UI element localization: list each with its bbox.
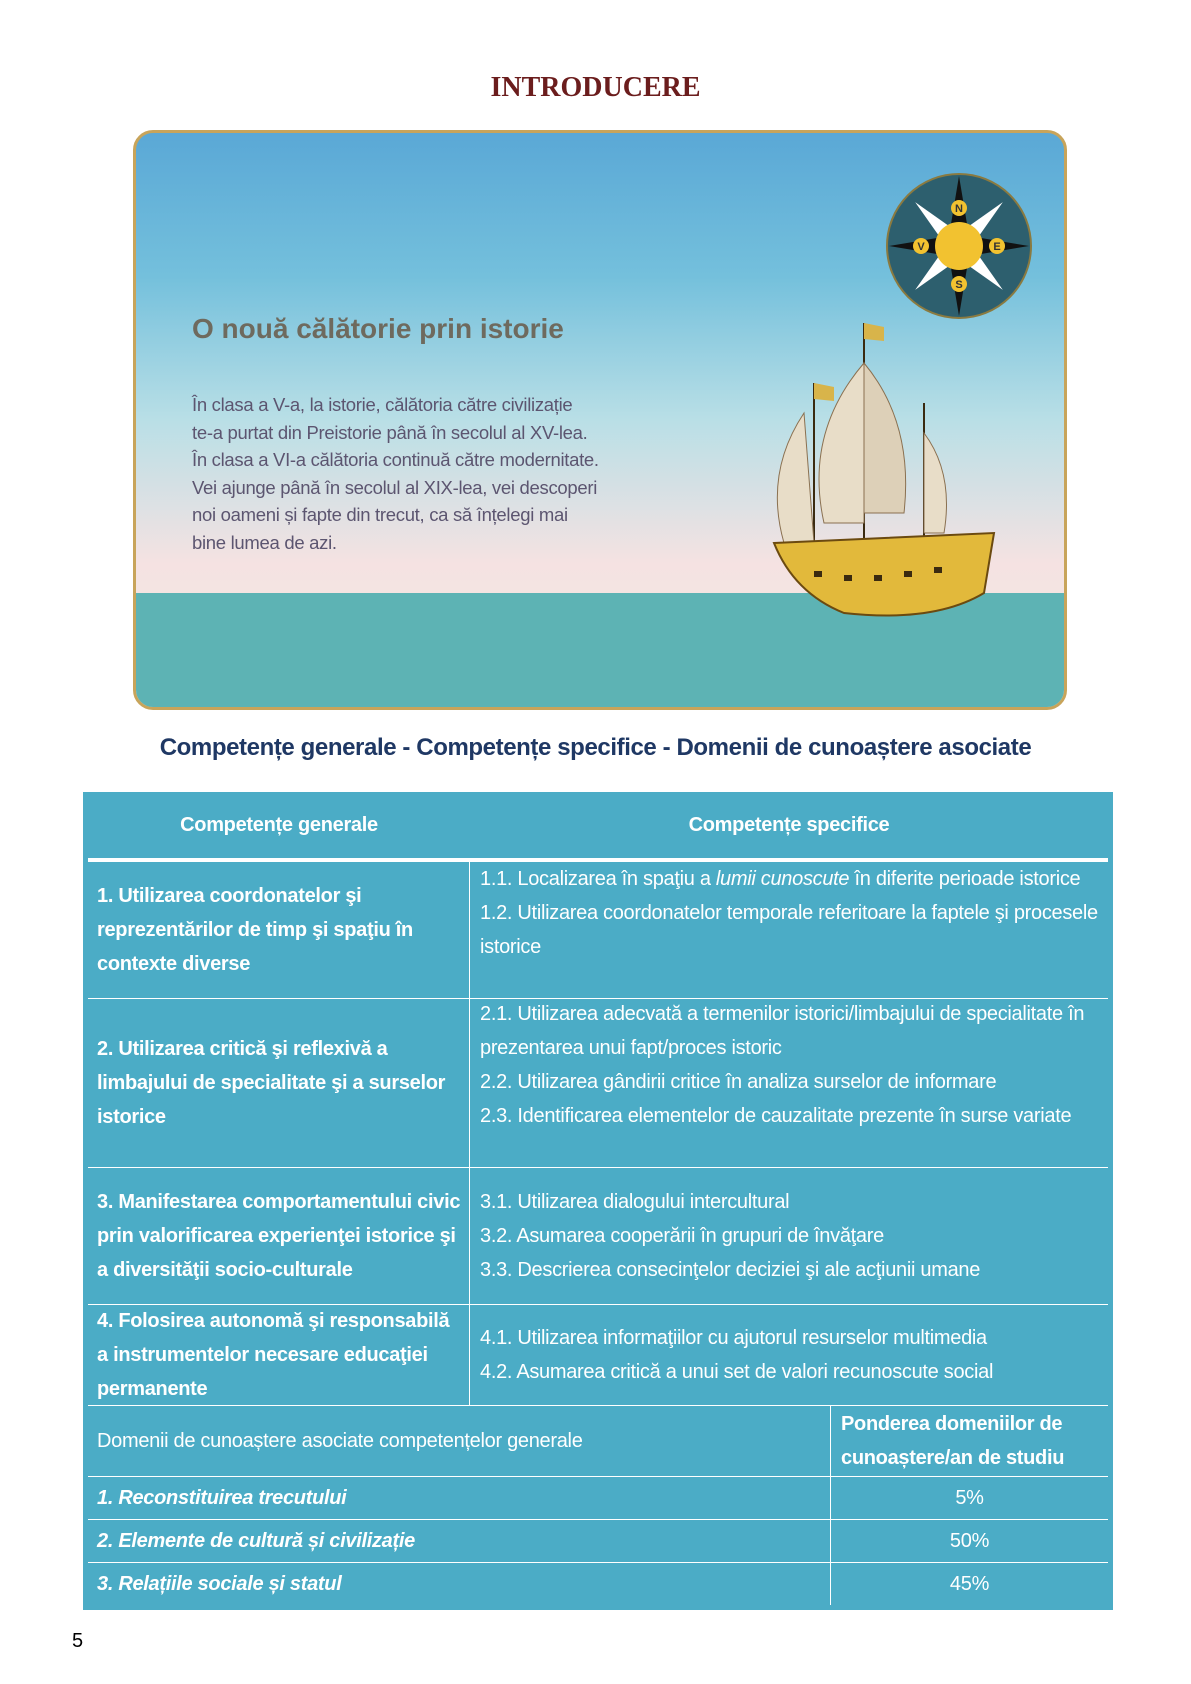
section-subtitle: Competențe generale - Competențe specifice - Domenii de cunoaștere asociate — [159, 734, 1032, 761]
general-competence-1: 1. Utilizarea coordonatelor şi reprezentărilor de timp şi spaţiu în contexte diverse — [97, 885, 413, 975]
specific-competences-3 — [480, 1168, 1105, 1304]
general-competence-2: 2. Utilizarea critică şi reflexivă a limbajului de specialitate şi a surselor istorice — [97, 1038, 446, 1128]
banner-line: te-a purtat din Preistorie până în secolul al XV-lea. — [192, 421, 588, 443]
domain-weight: 50% — [949, 1530, 990, 1552]
specific-competence: 4.1. Utilizarea informaţiilor cu ajutorul resurselor multimedia — [480, 1327, 987, 1349]
domains-header: Domenii de cunoaștere asociate competențelor generale — [97, 1430, 583, 1452]
compass-letter: N — [955, 203, 963, 215]
general-competence-3: 3. Manifestarea comportamentului civic prin valorificarea experienţei istorice şi a diversităţii socio-culturale — [97, 1191, 461, 1281]
page-number: 5 — [72, 1630, 84, 1652]
banner-line: Vei ajunge până în secolul al XIX-lea, vei descoperi — [192, 476, 598, 498]
domain-weight: 5% — [955, 1487, 984, 1509]
domain-name: 2. Elemente de cultură și civilizație — [97, 1530, 415, 1552]
specific-competence: 3.1. Utilizarea dialogului intercultural — [480, 1191, 790, 1213]
specific-competence: 1.2. Utilizarea coordonatelor temporale referitoare la faptele şi procesele istorice — [480, 902, 1098, 958]
specific-competence: 2.3. Identificarea elementelor de cauzalitate prezente în surse variate — [480, 1105, 1072, 1127]
competences-table — [83, 792, 1113, 1610]
specific-competences-1 — [480, 862, 1105, 964]
banner-line: noi oameni și fapte din trecut, ca să înțelegi mai — [192, 504, 568, 525]
specific-competence: 3.2. Asumarea cooperării în grupuri de învăţare — [480, 1225, 884, 1247]
specific-competence: 4.2. Asumarea critică a unui set de valori recunoscute social — [480, 1361, 994, 1383]
domain-name: 1. Reconstituirea trecutului — [97, 1487, 347, 1509]
compass-letter: V — [917, 241, 925, 253]
banner-line: bine lumea de azi. — [192, 531, 337, 553]
specific-competence: 3.3. Descrierea consecinţelor deciziei şi ale acţiunii umane — [480, 1259, 981, 1281]
intro-banner — [133, 130, 1067, 710]
header-general: Competențe generale — [180, 814, 378, 836]
column-divider — [469, 862, 470, 1405]
specific-competences-4 — [480, 1305, 1105, 1405]
banner-heading: O nouă călătorie prin istorie — [192, 313, 564, 344]
header-specific: Competențe specifice — [688, 814, 890, 836]
banner-line: În clasa a V-a, la istorie, călătoria către civilizație — [192, 394, 573, 415]
banner-line: În clasa a VI-a călătoria continuă către modernitate. — [192, 449, 599, 470]
compass-letter: S — [955, 279, 963, 291]
specific-competence: 2.1. Utilizarea adecvată a termenilor istorici/limbajului de specialitate în prezentarea unui fapt/proces istoric — [480, 1003, 1085, 1059]
compass-rose-icon — [884, 171, 1034, 321]
specific-competences-2 — [480, 997, 1105, 1133]
specific-competence: 1.1. Localizarea în spaţiu a lumii cunoscute în diferite perioade istorice — [480, 868, 1081, 890]
ship-illustration — [734, 313, 1024, 633]
page-title: INTRODUCERE — [490, 72, 701, 103]
compass-letter: E — [993, 241, 1001, 253]
domain-weight: 45% — [949, 1573, 990, 1595]
general-competence-4: 4. Folosirea autonomă şi responsabilă a instrumentelor necesare educaţiei permanente — [97, 1310, 450, 1400]
banner-text — [192, 391, 599, 556]
weight-header: Ponderea domeniilor de cunoaștere/an de studiu — [841, 1413, 1065, 1469]
specific-competence: 2.2. Utilizarea gândirii critice în analiza surselor de informare — [480, 1071, 997, 1093]
domain-name: 3. Relațiile sociale și statul — [97, 1573, 342, 1595]
